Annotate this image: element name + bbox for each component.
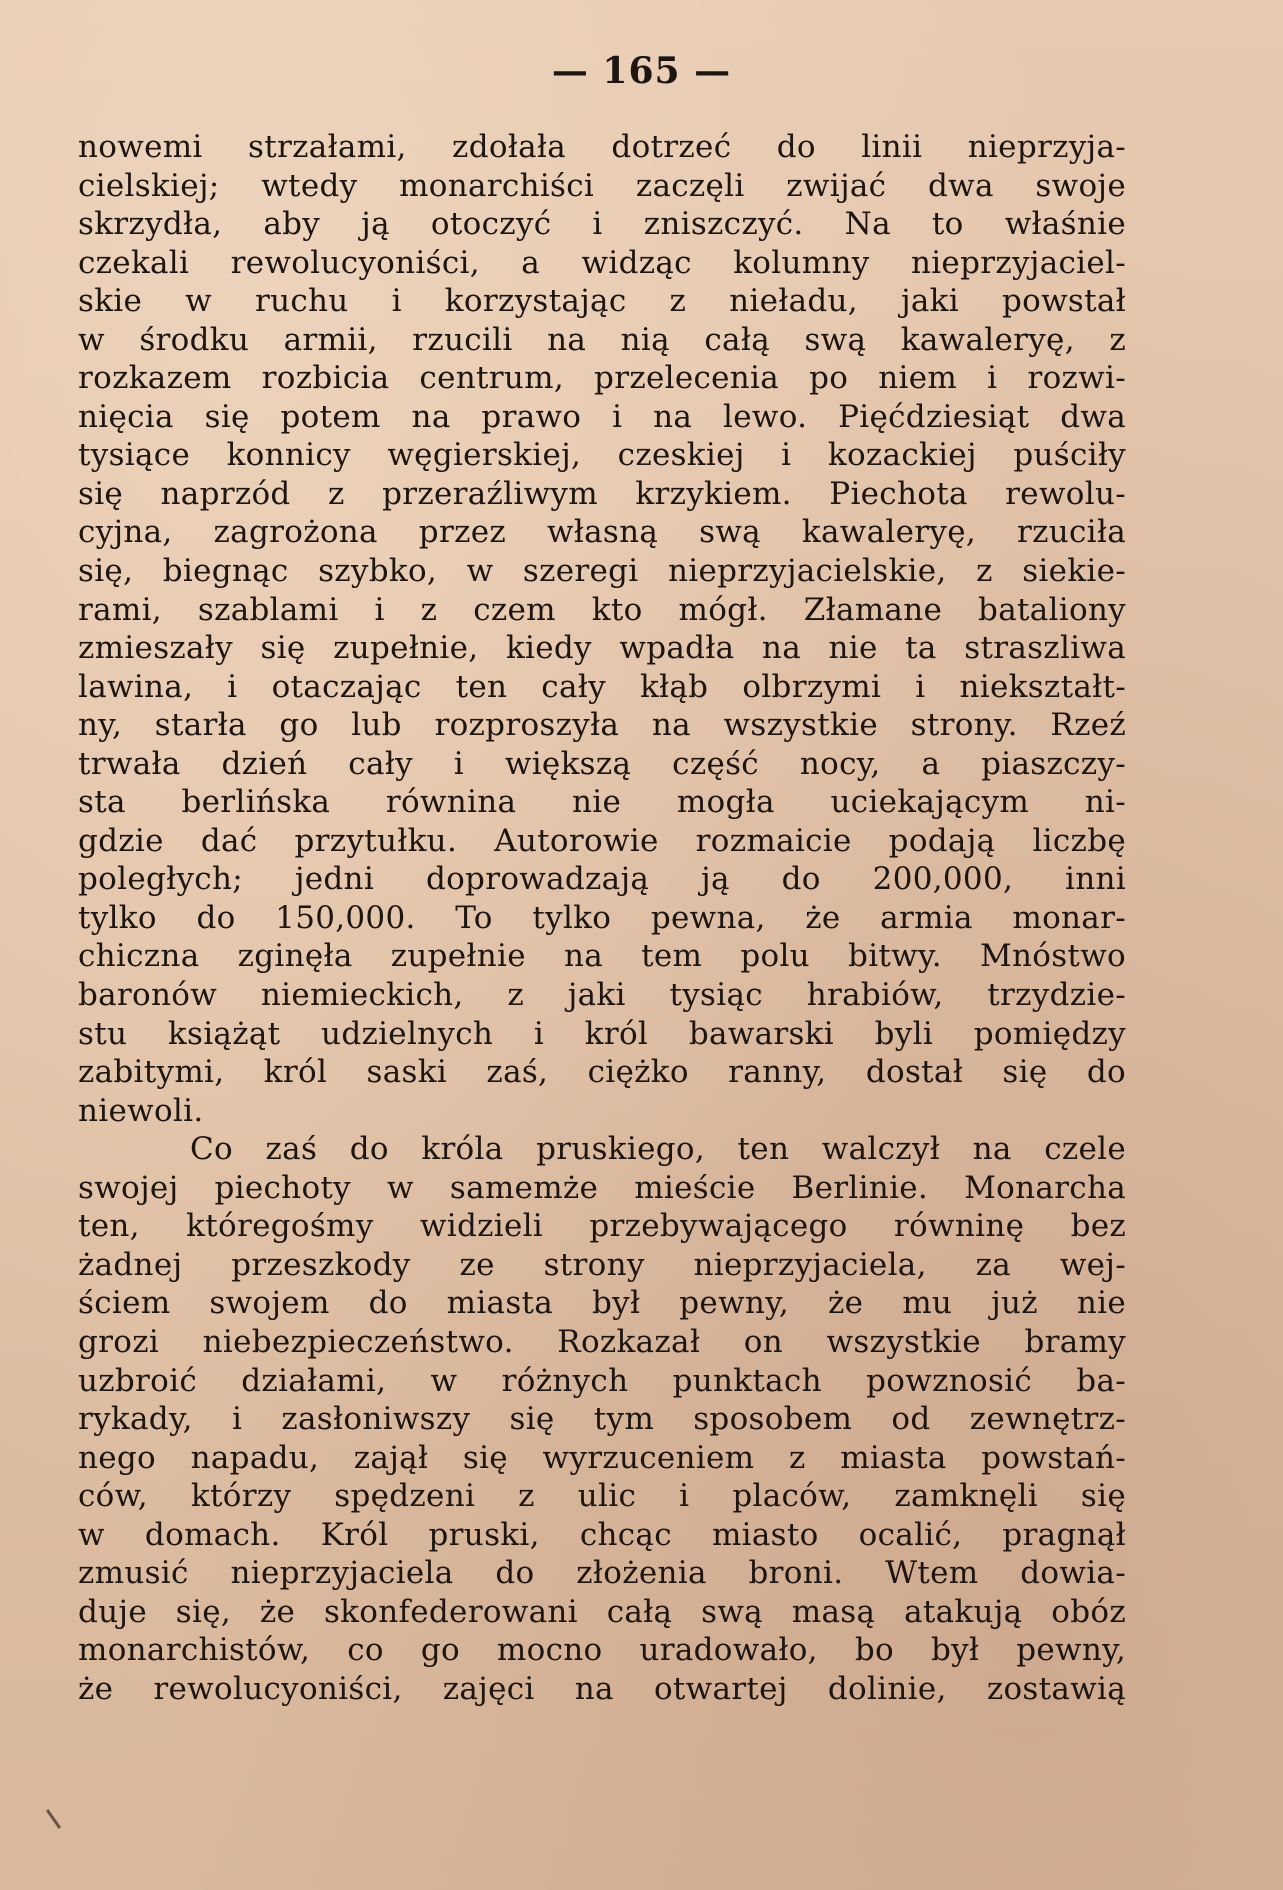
text-line: zmusić nieprzyjaciela do złożenia broni. Wtem dowia- <box>78 1555 1126 1592</box>
text-line: żadnej przeszkody ze strony nieprzyjaciela, za wej- <box>78 1246 1126 1283</box>
ink-mark <box>46 1809 61 1829</box>
text-line: się naprzód z przeraźliwym krzykiem. Piechota rewolu- <box>78 475 1126 512</box>
text-line: w środku armii, rzucili na nią całą swą kawaleryę, z <box>78 321 1126 358</box>
text-line: monarchistów, co go mocno uradowało, bo był pewny, <box>78 1632 1126 1669</box>
text-line: w domach. Król pruski, chcąc miasto ocalić, pragnął <box>78 1516 1126 1553</box>
text-line: zabitymi, król saski zaś, ciężko ranny, dostał się do <box>78 1054 1126 1091</box>
text-line: się, biegnąc szybko, w szeregi nieprzyjacielskie, z siekie- <box>78 553 1126 590</box>
text-line: ców, którzy spędzeni z ulic i placów, zamknęli się <box>78 1478 1126 1515</box>
text-line: skrzydła, aby ją otoczyć i zniszczyć. Na to właśnie <box>78 206 1126 243</box>
text-line: ściem swojem do miasta był pewny, że mu już nie <box>78 1285 1126 1322</box>
text-line: rykady, i zasłoniwszy się tym sposobem od zewnętrz- <box>78 1401 1126 1438</box>
text-line: nego napadu, zajął się wyrzuceniem z miasta powstań- <box>78 1439 1126 1476</box>
text-line: swojej piechoty w samemże mieście Berlinie. Monarcha <box>78 1169 1126 1206</box>
text-line: poległych; jedni doprowadzają ją do 200,000, inni <box>78 861 1126 898</box>
body-text <box>78 128 1126 1708</box>
text-line: sta berlińska równina nie mogła uciekającym ni- <box>78 784 1126 821</box>
text-line: ten, któregośmy widzieli przebywającego równinę bez <box>78 1208 1126 1245</box>
text-line: że rewolucyoniści, zajęci na otwartej dolinie, zostawią <box>78 1670 1126 1707</box>
text-line: cyjna, zagrożona przez własną swą kawaleryę, rzuciła <box>78 514 1126 551</box>
text-line: rami, szablami i z czem kto mógł. Złamane bataliony <box>78 591 1126 628</box>
text-line: cielskiej; wtedy monarchiści zaczęli zwijać dwa swoje <box>78 167 1126 204</box>
text-line: trwała dzień cały i większą część nocy, a piaszczy- <box>78 745 1126 782</box>
text-line: niewoli. <box>78 1092 204 1129</box>
text-line: ny, starła go lub rozproszyła na wszystkie strony. Rzeź <box>78 707 1126 744</box>
text-line: zmieszały się zupełnie, kiedy wpadła na nie ta straszliwa <box>78 630 1126 667</box>
text-line: chiczna zginęła zupełnie na tem polu bitwy. Mnóstwo <box>78 938 1126 975</box>
text-line: tysiące konnicy węgierskiej, czeskiej i kozackiej puściły <box>78 437 1126 474</box>
text-line: grozi niebezpieczeństwo. Rozkazał on wszystkie bramy <box>78 1323 1126 1360</box>
text-line: uzbroić działami, w różnych punktach powznosić ba- <box>78 1362 1126 1399</box>
text-line: Co zaś do króla pruskiego, ten walczył na czele <box>190 1131 1126 1168</box>
text-line: stu książąt udzielnych i król bawarski byli pomiędzy <box>78 1015 1126 1052</box>
text-line: tylko do 150,000. To tylko pewna, że armia monar- <box>78 899 1126 936</box>
page-number: — 165 — <box>551 50 732 92</box>
text-line: skie w ruchu i korzystając z nieładu, jaki powstał <box>78 283 1126 320</box>
text-line: nowemi strzałami, zdołała dotrzeć do linii nieprzyja- <box>78 129 1126 165</box>
text-line: gdzie dać przytułku. Autorowie rozmaicie podają liczbę <box>78 822 1126 859</box>
text-line: duje się, że skonfederowani całą swą masą atakują obóz <box>78 1593 1126 1630</box>
text-line: czekali rewolucyoniści, a widząc kolumny nieprzyjaciel- <box>78 244 1126 281</box>
text-line: rozkazem rozbicia centrum, przelecenia po niem i rozwi- <box>78 360 1126 397</box>
text-line: baronów niemieckich, z jaki tysiąc hrabiów, trzydzie- <box>78 977 1126 1014</box>
text-line: lawina, i otaczając ten cały kłąb olbrzymi i niekształt- <box>78 668 1126 705</box>
text-line: nięcia się potem na prawo i na lewo. Pięćdziesiąt dwa <box>78 398 1126 435</box>
